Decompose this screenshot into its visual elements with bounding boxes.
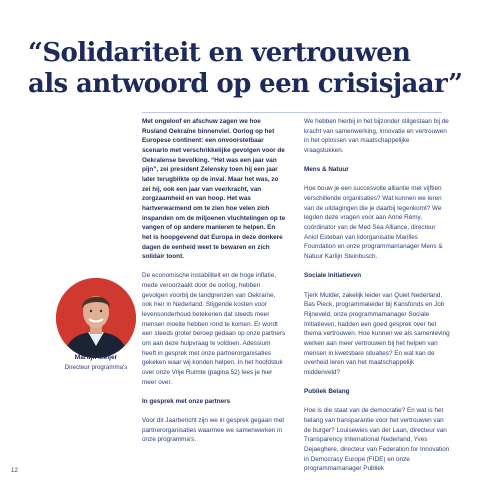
section-heading-sociale-initiatieven: Sociale Initiatieven <box>304 272 362 280</box>
title-divider <box>142 112 442 113</box>
article-title-line-2: als antwoord op een crisisjaar” <box>28 69 463 99</box>
section-heading-mens-natuur: Mens & Natuur <box>304 166 349 174</box>
section-text-sociale-initiatieven: Tjerk Mulder, zakelijk leider van Quiet Nederland, Bas Pieck, programmaleider bij Kansfonds en Job Rijneveld, onze programmamanager Sociale Initiatieven, hadden een goed gesprek over het thema vertrouwen. Hoe kunnen we als samenleving werken aan meer vertrouwen bij het helpen van mensen in kwetsbare situaties? En wat kan de overheid leren van het maatschappelijk middenveld? <box>304 291 450 376</box>
article-title-line-1: “Solidariteit en vertrouwen <box>28 38 411 68</box>
article-title <box>28 38 468 100</box>
section-heading-gesprek: In gesprek met onze partners <box>142 397 231 405</box>
author-name: Martijn Meijer <box>74 354 118 361</box>
text-column-left <box>142 117 286 455</box>
col2-intro-paragraph: We hebben hierbij in het bijzonder stilgestaan bij de kracht van samenwerking, innovatie en vertrouwen in het oplossen van maatschappelijke vraagstukken. <box>304 118 449 154</box>
body-paragraph: De economische instabiliteit en de hoge inflatie, mede veroorzaakt door de oorlog, hebben gevolgen voorbij de landgrenzen van Oekraïne, ook hier in Nederland. Stijgende kosten voor levensonderhoud betekenen dat steeds meer mensen moeite hebben rond te komen. Er wordt een steeds groter beroep gedaan op onze partners om aan deze hulpvraag te voldoen. Adessium heeft in gesprek met onze partnerorganisaties gekeken waar wij konden helpen. In het hoofdstuk over onze Vrije Ruimte (pagina 52) lees je hier meer over. <box>142 272 286 386</box>
section-text-mens-natuur: Hoe bouw je een succesvolle alliantie met vijftien verschillende organisaties? Wat kunnen we leren van de uitdagingen die je daarbij tegenkomt? We legden deze vragen voor aan Anne Rémy, coördinator van de Med Sea Alliance, directeur Aniol Esteban van lidorganisatie Marilles Foundation en onze programmamanager Mens & Natuur Karlijn Steinbusch. <box>304 185 443 261</box>
author-role: Directeur programma's <box>64 364 128 371</box>
text-column-right <box>304 117 450 484</box>
section-text-publiek-belang: Hoe is die staat van de democratie? En wat is het belang van transparantie voor het vertrouwen van de burger? Louisewies van der Laan, directeur van Transparency International Nederland, Yves Dejaeghere, directeur van Federation for Innovation in Democracy Europe (FIDE) en onze programmamanager Publiek <box>304 407 450 473</box>
section-heading-publiek-belang: Publiek Belang <box>304 388 350 396</box>
section-text-gesprek: Voor dit Jaarbericht zijn we in gesprek gegaan met partnerorganisaties waarmee we samenwerken in onze programma's. <box>142 417 285 444</box>
page-number: 12 <box>11 467 18 474</box>
portrait-photo-icon <box>56 278 136 358</box>
author-portrait <box>56 278 136 358</box>
lead-paragraph: Met ongeloof en afschuw zagen we hoe Rusland Oekraïne binnenviel. Oorlog op het Europese continent: een onvoorstelbaar scenario met verschrikkelijke gevolgen voor de Oekraïense bevolking. “Het was een jaar van pijn”, zei president Zelensky toen hij een jaar later terugblikte op de inval. Maar het was, zo zei hij, ook een jaar van veerkracht, van zorgzaamheid en van hoop. Het was hartverwarmend om te zien hoe velen zich inspanden om de miljoenen vluchtelingen op te vangen of op andere manieren te helpen. En het is hoopgevend dat Europa in deze donkere dagen de eenheid weet te bewaren en zich solidair toont. <box>142 118 286 261</box>
